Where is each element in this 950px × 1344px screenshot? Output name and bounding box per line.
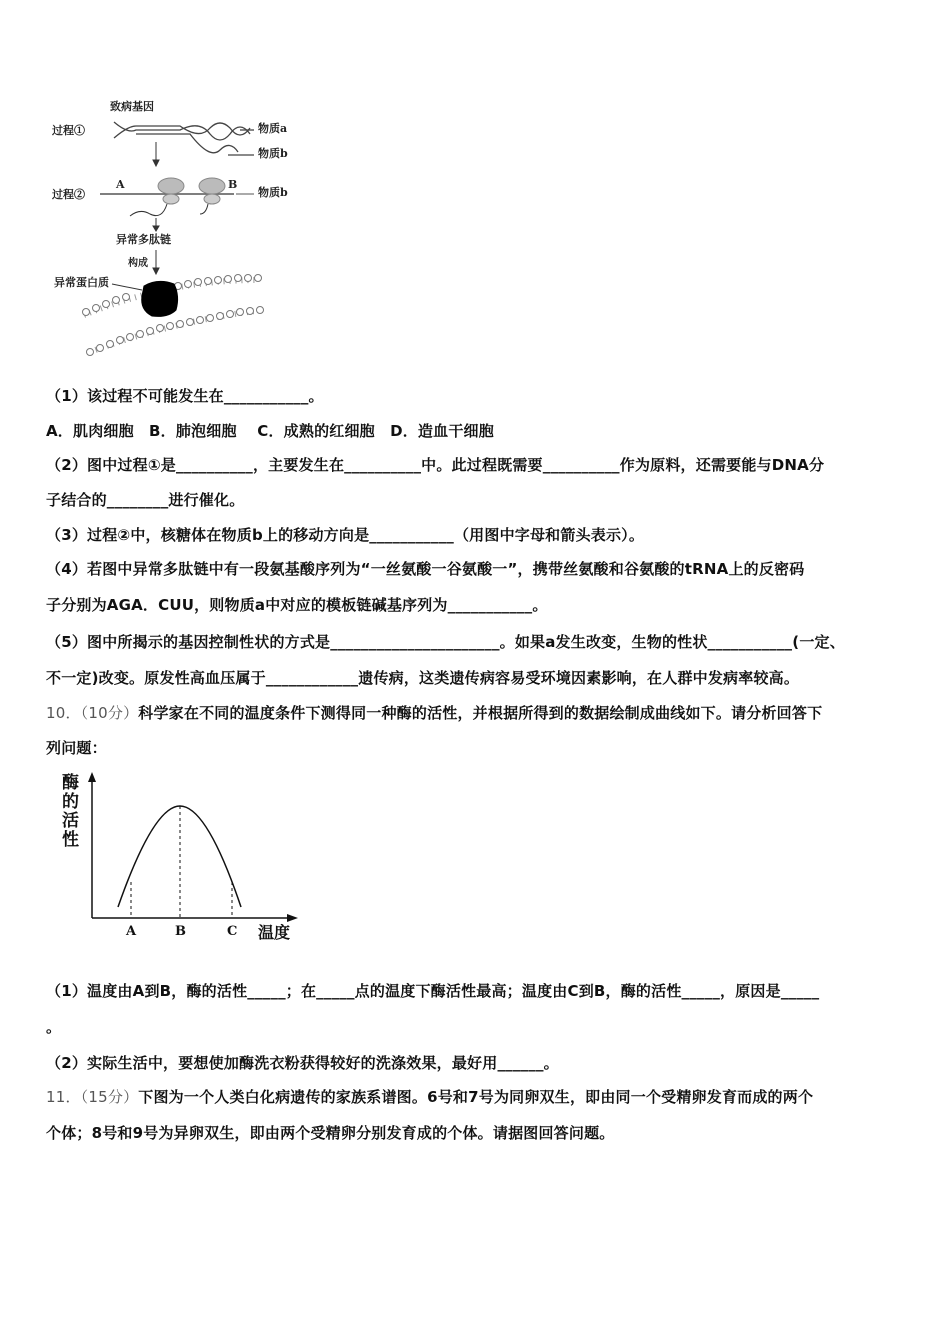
substance-a-label: 物质a: [258, 122, 288, 135]
q10-part1-line1: （1）温度由A到B，酶的活性_____；在_____点的温度下酶活性最高；温度由C到B，酶的活性_____，原因是_____: [46, 982, 820, 1000]
point-b-label: B: [228, 178, 238, 191]
q10-stem-text: 科学家在不同的温度条件下测得同一种酶的活性，并根据所得到的数据绘制成曲线如下。请分析回答下: [138, 704, 823, 722]
arrows: [153, 142, 159, 274]
q9-part2-line2: 子结合的________进行催化。: [46, 491, 245, 509]
q9-part4-line2: 子分别为AGA．CUU，则物质a中对应的模板链碱基序列为___________。: [46, 596, 548, 614]
q10-stem-line2: 列问题：: [46, 739, 107, 757]
substance-b-label-1: 物质b: [258, 147, 288, 160]
q10-stem-line1: [46, 703, 822, 723]
x-axis-arrow: [287, 914, 298, 922]
q9-part5-line2: 不一定)改变。原发性高血压属于____________遗传病，这类遗传病容易受环境因素影响，在人群中发病率较高。: [46, 669, 800, 687]
abnormal-protein-label: 异常蛋白质: [54, 276, 109, 289]
q10-part2: （2）实际生活中，要想使加酶洗衣粉获得较好的洗涤效果，最好用______。: [46, 1054, 559, 1072]
gene-expression-diagram: [40, 90, 310, 365]
abnormal-peptide-label: 异常多肽链: [116, 233, 171, 246]
point-a-label: A: [116, 178, 125, 191]
q9-part1: （1）该过程不可能发生在___________。: [46, 387, 324, 405]
q9-part3: （3）过程②中，核糖体在物质b上的移动方向是___________（用图中字母和箭头表示）。: [46, 526, 645, 544]
q9-part2-line1: （2）图中过程①是__________，主要发生在__________中。此过程既需要__________作为原料，还需要能与DNA分: [46, 456, 825, 474]
constitutes-label: 构成: [128, 258, 148, 269]
y-axis-label: 酶的活性: [62, 773, 79, 850]
enzyme-activity-chart: [55, 770, 315, 950]
tick-c: C: [227, 924, 238, 939]
q11-number: 11．（15分）: [46, 1088, 139, 1106]
abnormal-protein-shape: [142, 281, 178, 316]
process2-label: 过程②: [52, 188, 85, 201]
q11-stem-text: 下图为一个人类白化病遗传的家族系谱图。6号和7号为同卵双生，即由同一个受精卵发育而成的两个: [138, 1088, 814, 1106]
q9-options: A．肌肉细胞 B．肺泡细胞 C．成熟的红细胞 D．造血干细胞: [46, 422, 494, 440]
q9-part5-line1: （5）图中所揭示的基因控制性状的方式是______________________。如果a发生改变，生物的性状___________(一定、: [46, 633, 845, 651]
y-axis-arrow: [88, 772, 96, 782]
process1-label: 过程①: [52, 124, 85, 137]
substance-b-label-2: 物质b: [258, 186, 288, 199]
gene-label: 致病基因: [110, 100, 154, 113]
x-axis-label: 温度: [258, 923, 291, 942]
cell-membrane: [83, 275, 264, 356]
q10-part1-line2: 。: [46, 1018, 62, 1036]
dna-double-helix: [114, 122, 254, 155]
q9-part4-line1: （4）若图中异常多肽链中有一段氨基酸序列为“一丝氨酸一谷氨酸一”，携带丝氨酸和谷氨酸的tRNA上的反密码: [46, 560, 805, 578]
q11-stem-line1: [46, 1087, 813, 1107]
q11-stem-line2: 个体；8号和9号为异卵双生，即由两个受精卵分别发育成的个体。请据图回答问题。: [46, 1124, 615, 1142]
q10-number: 10．（10分）: [46, 704, 139, 722]
tick-a: A: [126, 924, 137, 939]
tick-b: B: [175, 924, 186, 939]
